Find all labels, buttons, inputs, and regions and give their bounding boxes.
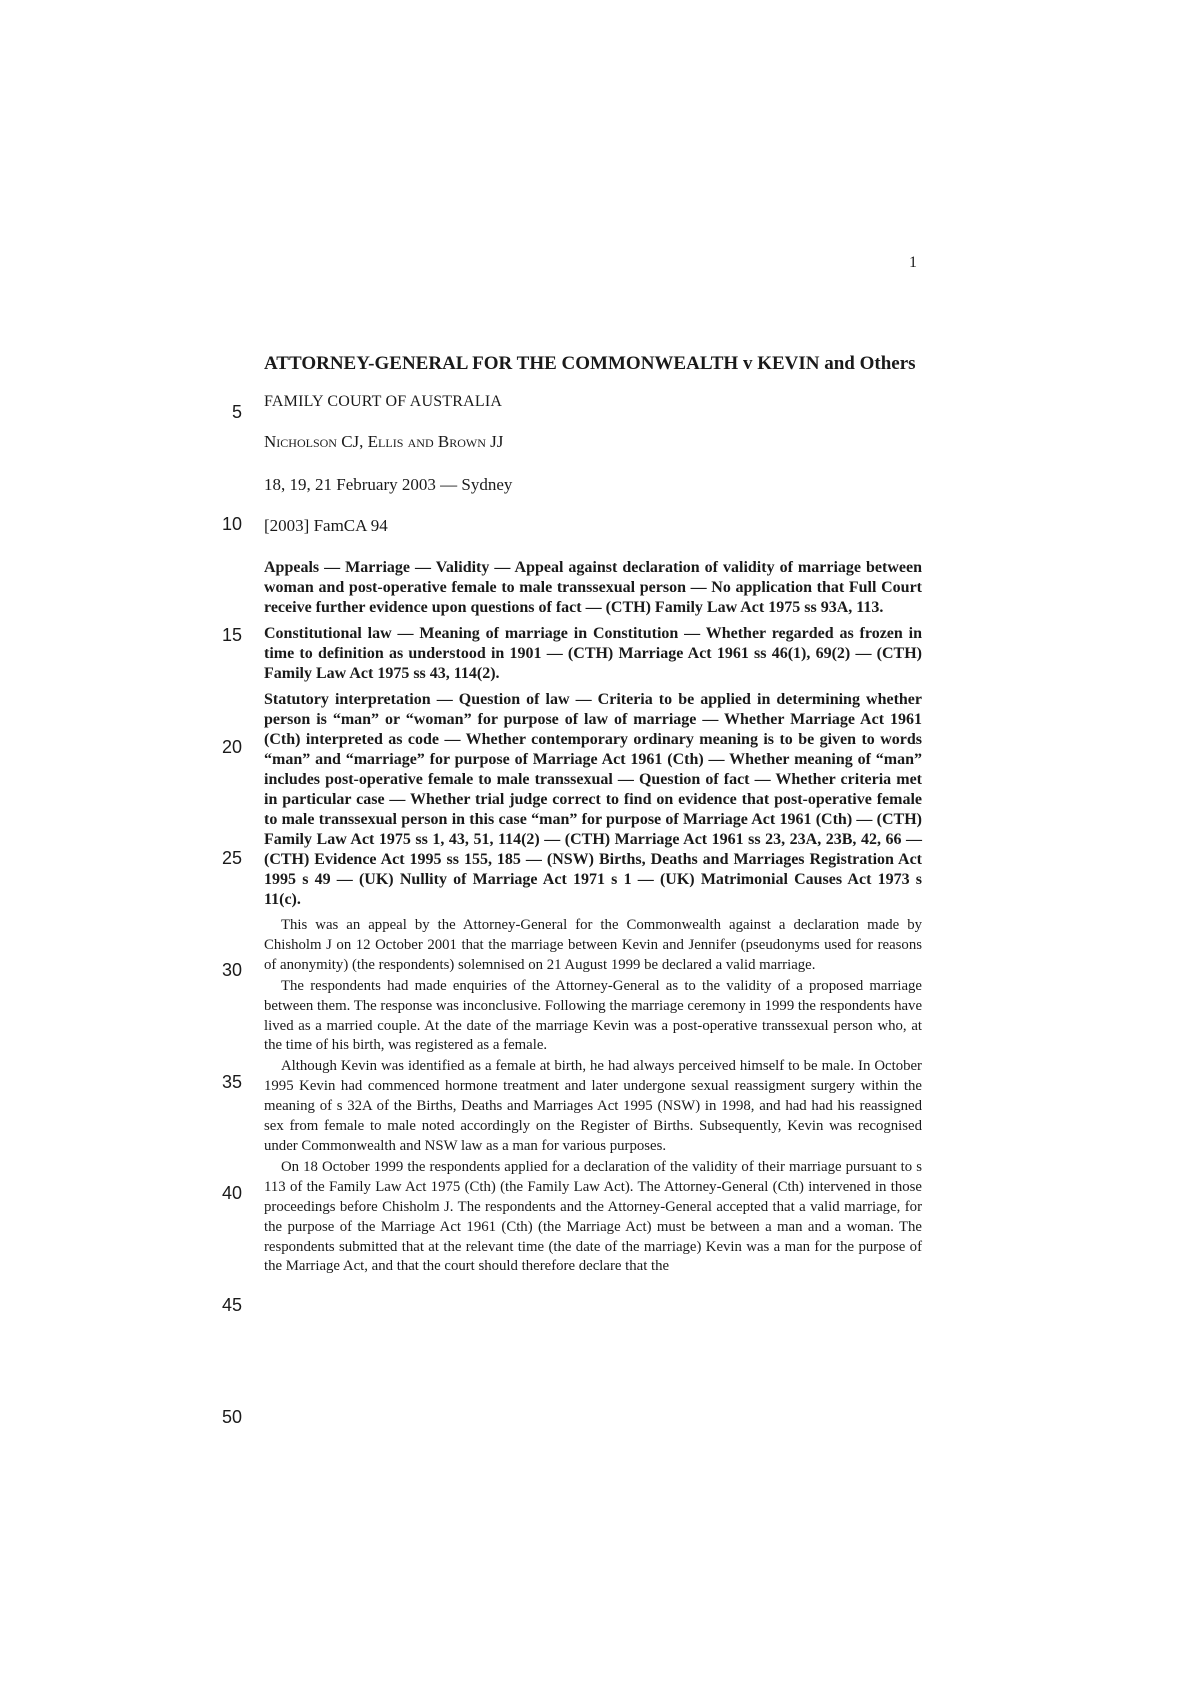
line-number-30: 30 <box>221 960 242 980</box>
catchwords <box>264 558 922 910</box>
headnote <box>264 916 922 1277</box>
line-number-15: 15 <box>221 625 242 645</box>
line-number-20: 20 <box>221 737 242 757</box>
court-name: FAMILY COURT OF AUSTRALIA <box>264 393 503 410</box>
catchword-paragraph: Constitutional law — Meaning of marriage in Constitution — Whether regarded as frozen in time to definition as understood in 1901 — (CTH) Marriage Act 1961 ss 46(1), 69(2) — (CTH) Family Law Act 1975 ss 43, 114(2). <box>264 625 922 682</box>
catchword-paragraph: Appeals — Marriage — Validity — Appeal against declaration of validity of marriage between woman and post-operative female to male transsexual person — No application that Full Court receive further evidence upon questions of fact — (CTH) Family Law Act 1975 ss 93A, 113. <box>264 559 922 616</box>
catchword-paragraph: Statutory interpretation — Question of law — Criteria to be applied in determining whether person is “man” or “woman” for purpose of law of marriage — Whether Marriage Act 1961 (Cth) interpreted as code — Whether contemporary ordinary meaning is to be given to words “man” and “marriage” for purpose of Marriage Act 1961 (Cth) — Whether meaning of “man” includes post-operative female to male transsexual — Question of fact — Whether criteria met in particular case — Whether trial judge correct to find on evidence that post-operative female to male transsexual person in this case “man” for purpose of Marriage Act 1961 (Cth) — (CTH) Family Law Act 1975 ss 1, 43, 51, 114(2) — (CTH) Marriage Act 1961 ss 23, 23A, 23B, 42, 66 — (CTH) Evidence Act 1995 ss 155, 185 — (NSW) Births, Deaths and Marriages Registration Act 1995 s 49 — (UK) Nullity of Marriage Act 1971 s 1 — (UK) Matrimonial Causes Act 1973 s 11(c). <box>264 691 922 908</box>
line-number-45: 45 <box>221 1295 242 1315</box>
case-title: ATTORNEY-GENERAL FOR THE COMMONWEALTH v KEVIN and Others <box>264 353 916 374</box>
headnote-paragraph: Although Kevin was identified as a female at birth, he had always perceived himself to be male. In October 1995 Kevin had commenced hormone treatment and later undergone sexual reassigment surgery within the meaning of s 32A of the Births, Deaths and Marriages Act 1995 (NSW) in 1998, and had had his reassigned sex from female to male noted accordingly on the Register of Births. Subsequently, Kevin was recognised under Commonwealth and NSW law as a man for various purposes. <box>264 1058 922 1154</box>
line-number-35: 35 <box>221 1072 242 1092</box>
line-number-40: 40 <box>221 1183 242 1203</box>
line-number-25: 25 <box>221 848 242 868</box>
line-number-50: 50 <box>221 1407 242 1427</box>
hearing-date-location: 18, 19, 21 February 2003 — Sydney <box>264 475 513 494</box>
line-number-10: 10 <box>221 514 242 534</box>
line-number-5: 5 <box>231 402 242 422</box>
judges: Nicholson CJ, Ellis and Brown JJ <box>264 432 504 451</box>
headnote-paragraph: This was an appeal by the Attorney-General for the Commonwealth against a declaration made by Chisholm J on 12 October 2001 that the marriage between Kevin and Jennifer (pseudonyms used for reasons of anonymity) (the respondents) solemnised on 21 August 1999 be declared a valid marriage. <box>264 917 922 973</box>
case-citation: [2003] FamCA 94 <box>264 516 388 535</box>
document-body <box>264 352 922 1278</box>
headnote-paragraph: The respondents had made enquiries of the Attorney-General as to the validity of a proposed marriage between them. The response was inconclusive. Following the marriage ceremony in 1999 the respondents have lived as a married couple. At the date of the marriage Kevin was a post-operative transsexual person who, at the time of his birth, was registered as a female. <box>264 977 923 1054</box>
headnote-paragraph: On 18 October 1999 the respondents applied for a declaration of the validity of their marriage pursuant to s 113 of the Family Law Act 1975 (Cth) (the Family Law Act). The Attorney-General (Cth) intervened in those proceedings before Chisholm J. The respondents and the Attorney-General accepted that a valid marriage, for the purpose of the Marriage Act 1961 (Cth) (the Marriage Act) must be between a man and a woman. The respondents submitted that at the relevant time (the date of the marriage) Kevin was a man for the purpose of the Marriage Act, and that the court should therefore declare that the <box>264 1158 922 1275</box>
page-number: 1 <box>909 254 917 271</box>
